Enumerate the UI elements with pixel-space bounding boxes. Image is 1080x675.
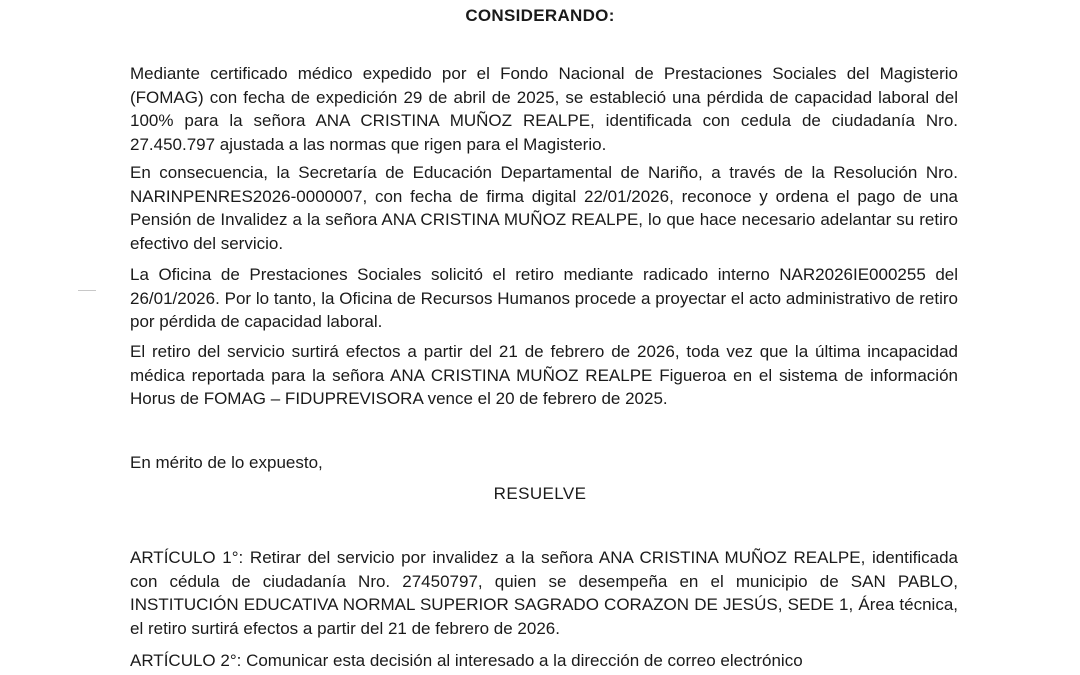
scan-artifact bbox=[78, 290, 96, 291]
paragraph-retirement-request: La Oficina de Prestaciones Sociales solicitó el retiro mediante radicado interno NAR2026IE000255 del 26/01/2026. Por lo tanto, la Oficina de Recursos Humanos procede a proyectar el acto administrativo de retiro por pérdida de capacidad laboral. bbox=[130, 265, 958, 331]
merit-statement: En mérito de lo expuesto, bbox=[130, 453, 323, 472]
paragraph-retirement-effect: El retiro del servicio surtirá efectos a partir del 21 de febrero de 2026, toda vez que la última incapacidad médica reportada para la señora ANA CRISTINA MUÑOZ REALPE Figueroa en el sistema de información Horus de FOMAG – FIDUPREVISORA vence el 20 de febrero de 2025. bbox=[130, 342, 958, 408]
article-1: ARTÍCULO 1°: Retirar del servicio por invalidez a la señora ANA CRISTINA MUÑOZ REALPE, identificada con cédula de ciudadanía Nro. 27450797, quien se desempeña en el municipio de SAN PABLO, INSTITUCIÓN EDUCATIVA NORMAL SUPERIOR SAGRADO CORAZON DE JESÚS, SEDE 1, Área técnica, el retiro surtirá efectos a partir del 21 de febrero de 2026. bbox=[130, 548, 958, 638]
considerando-heading: CONSIDERANDO: bbox=[465, 6, 615, 25]
resuelve-heading: RESUELVE bbox=[493, 484, 587, 503]
paragraph-medical-certificate: Mediante certificado médico expedido por el Fondo Nacional de Prestaciones Sociales del Magisterio (FOMAG) con fecha de expedición 29 de abril de 2025, se estableció una pérdida de capacidad laboral del 100% para la señora ANA CRISTINA MUÑOZ REALPE, identificada con cedula de ciudadanía Nro. 27.450.797 ajustada a las normas que rigen para el Magisterio. bbox=[130, 64, 958, 154]
paragraph-pension-resolution: En consecuencia, la Secretaría de Educación Departamental de Nariño, a través de la Resolución Nro. NARINPENRES2026-0000007, con fecha de firma digital 22/01/2026, reconoce y ordena el pago de una Pensión de Invalidez a la señora ANA CRISTINA MUÑOZ REALPE, lo que hace necesario adelantar su retiro efectivo del servicio. bbox=[130, 163, 958, 253]
article-2: ARTÍCULO 2°: Comunicar esta decisión al interesado a la dirección de correo electrónico bbox=[130, 651, 803, 670]
